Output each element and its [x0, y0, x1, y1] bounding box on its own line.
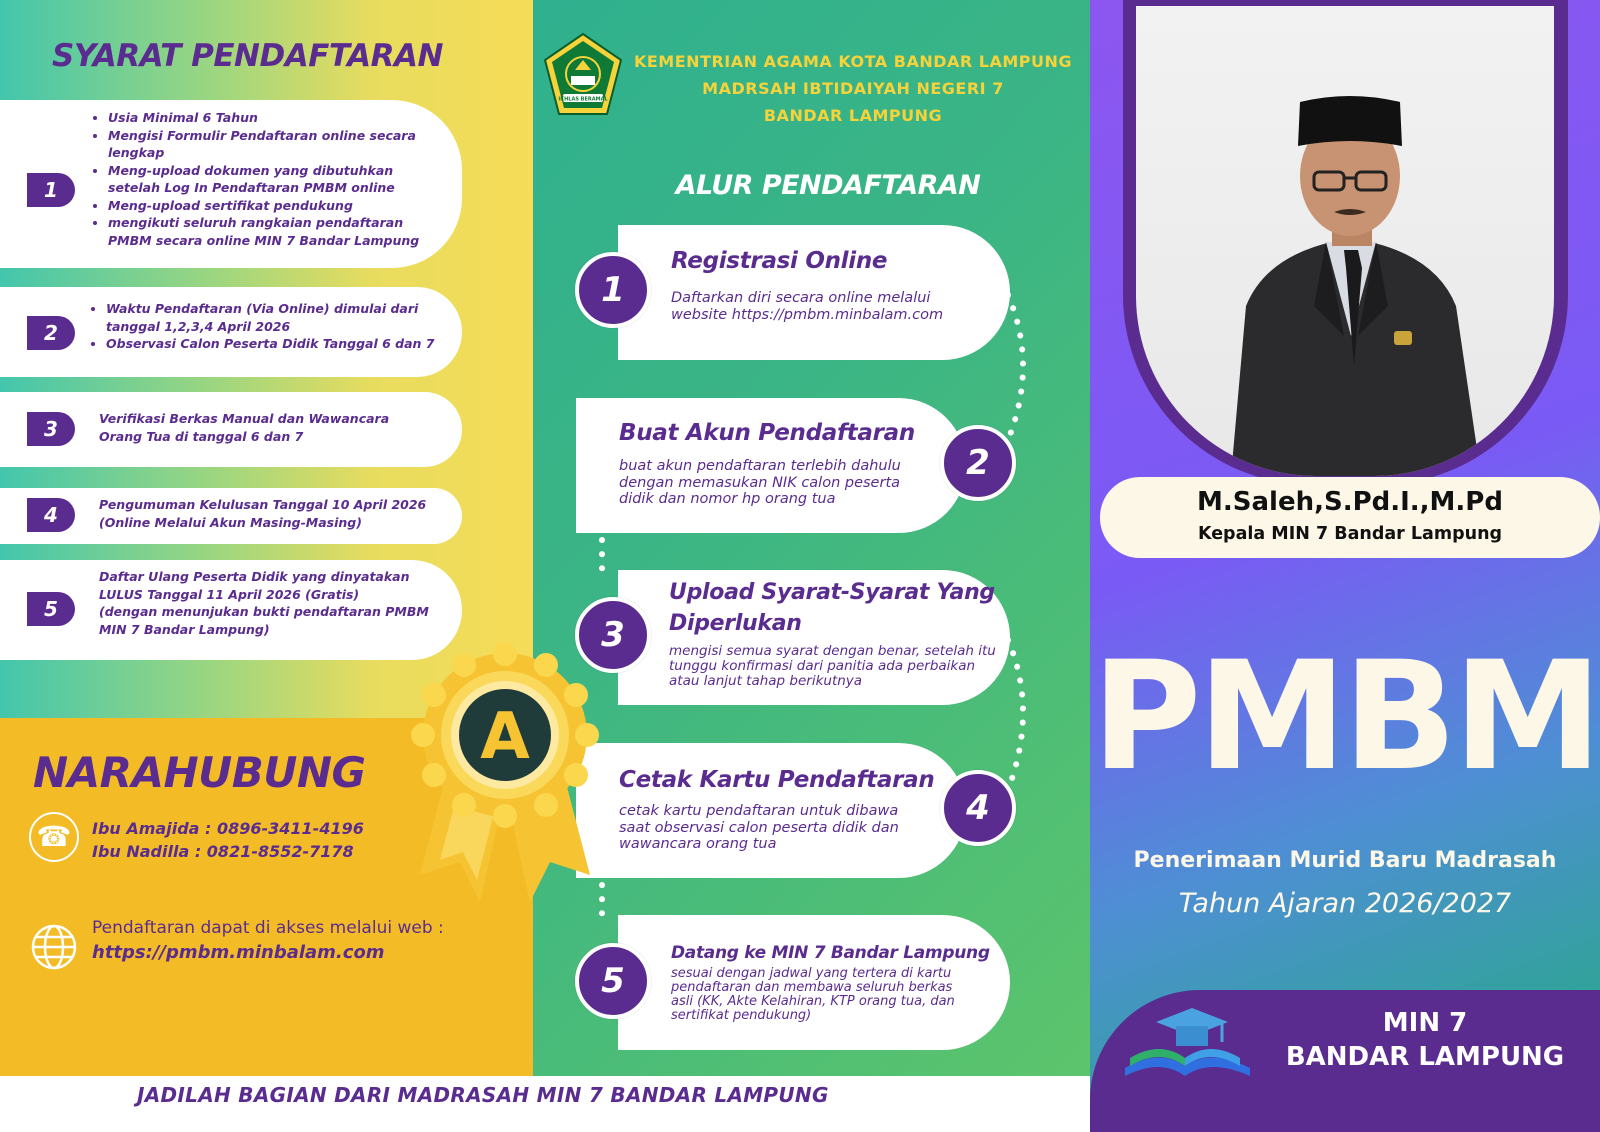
requirements-title: SYARAT PENDAFTARAN: [52, 38, 443, 74]
school-name-line-2: BANDAR LAMPUNG: [1285, 1042, 1565, 1072]
svg-text:IKHLAS BERAMAL: IKHLAS BERAMAL: [558, 96, 608, 103]
list-item: • Meng-upload sertifikat pendukung: [108, 197, 432, 215]
requirement-number-1: 1: [27, 173, 75, 207]
requirement-text-3: Verifikasi Berkas Manual dan Wawancara Orang Tua di tanggal 6 dan 7: [99, 411, 390, 444]
requirement-number-3: 3: [27, 412, 75, 446]
flow-title: ALUR PENDAFTARAN: [675, 170, 981, 201]
flow-step-title-3: Upload Syarat-Syarat Yang Diperlukan: [669, 580, 995, 636]
hero-subtitle: Penerimaan Murid Baru Madrasah: [1133, 848, 1557, 873]
graduation-book-icon: [1110, 998, 1260, 1088]
flow-step-title-5: Datang ke MIN 7 Bandar Lampung: [671, 943, 990, 963]
requirement-number-4: 4: [27, 498, 75, 532]
list-item: • Mengisi Formulir Pendaftaran online secara lengkap: [108, 127, 432, 162]
hero-title: PMBM: [1091, 630, 1599, 804]
requirements-panel: [0, 0, 533, 718]
flow-step-number-4: 4: [940, 770, 1016, 846]
phone-icon: ☎: [29, 812, 79, 862]
flow-step-desc-5: sesuai dengan jadwal yang tertera di kartu pendaftaran dan membawa seluruh berkas asli (KK, Akte Kelahiran, KTP orang tua, dan sertifikat pendukung): [671, 966, 955, 1023]
medal-badge-icon: [405, 640, 605, 920]
requirement-list-2: [90, 300, 440, 353]
requirement-number-2: 2: [27, 316, 75, 350]
ministry-header: KEMENTRIAN AGAMA KOTA BANDAR LAMPUNG MADRSAH IBTIDAIYAH NEGERI 7 BANDAR LAMPUNG: [633, 52, 1073, 125]
requirement-text-4: Pengumuman Kelulusan Tanggal 10 April 2026 (Online Melalui Akun Masing-Masing): [99, 497, 427, 530]
flow-step-desc-1: Daftarkan diri secara online melalui website https://pmbm.minbalam.com: [671, 290, 944, 323]
web-label: Pendaftaran dapat di akses melalui web :: [92, 918, 444, 938]
academic-year: Tahun Ajaran 2026/2027: [1178, 888, 1512, 919]
principal-photo: [1136, 6, 1554, 476]
flow-step-desc-3: mengisi semua syarat dengan benar, setelah itu tunggu konfirmasi dari panitia ada perbaikan atau lanjut tahap berikutnya: [669, 643, 996, 689]
contact-phone-1: Ibu Amajida : 0896-3411-4196: [92, 819, 364, 838]
requirement-text-5: Daftar Ulang Peserta Didik yang dinyatakan LULUS Tanggal 11 April 2026 (Gratis) (dengan menunjukan bukti pendaftaran PMBM MIN 7 Bandar Lampung): [99, 569, 429, 637]
contact-title: NARAHUBUNG: [33, 748, 366, 797]
list-item: • Usia Minimal 6 Tahun: [108, 109, 432, 127]
flow-step-number-2: 2: [940, 425, 1016, 501]
registration-flow-panel: [533, 0, 1090, 1076]
contact-phone-2: Ibu Nadilla : 0821-8552-7178: [92, 842, 354, 861]
principal-role: Kepala MIN 7 Bandar Lampung: [1197, 524, 1503, 544]
web-link[interactable]: https://pmbm.minbalam.com: [92, 942, 385, 963]
requirement-list-1: [92, 109, 432, 249]
photo-frame: [1123, 0, 1568, 485]
list-item: • Observasi Calon Peserta Didik Tanggal 6 dan 7: [106, 335, 440, 353]
globe-icon: [29, 922, 79, 972]
tagline: JADILAH BAGIAN DARI MADRASAH MIN 7 BANDAR LAMPUNG: [137, 1083, 829, 1107]
flow-step-number-1: 1: [575, 252, 651, 328]
flow-step-desc-2: buat akun pendaftaran terlebih dahulu dengan memasukan NIK calon peserta didik dan nomor hp orang tua: [619, 458, 901, 507]
list-item: • Meng-upload dokumen yang dibutuhkan setelah Log In Pendaftaran PMBM online: [108, 162, 432, 197]
school-footer: [1090, 990, 1600, 1132]
principal-name: M.Saleh,S.Pd.I.,M.Pd: [1197, 487, 1503, 517]
profile-panel: [1090, 0, 1600, 1132]
list-item: • Waktu Pendaftaran (Via Online) dimulai dari tanggal 1,2,3,4 April 2026: [106, 300, 440, 335]
school-name-line-1: MIN 7: [1382, 1008, 1468, 1038]
flow-step-number-5: 5: [575, 943, 651, 1019]
flow-step-number-3: 3: [575, 597, 651, 673]
flow-step-title-2: Buat Akun Pendaftaran: [619, 420, 915, 446]
list-item: • mengikuti seluruh rangkaian pendaftaran PMBM secara online MIN 7 Bandar Lampung: [108, 214, 432, 249]
flow-step-desc-4: cetak kartu pendaftaran untuk dibawa saat observasi calon peserta didik dan wawancara orang tua: [619, 803, 899, 852]
flow-step-title-1: Registrasi Online: [671, 248, 888, 274]
principal-name-card: [1100, 477, 1600, 558]
flow-step-title-4: Cetak Kartu Pendaftaran: [619, 767, 935, 793]
svg-text:A: A: [480, 700, 530, 774]
requirement-number-5: 5: [27, 592, 75, 626]
